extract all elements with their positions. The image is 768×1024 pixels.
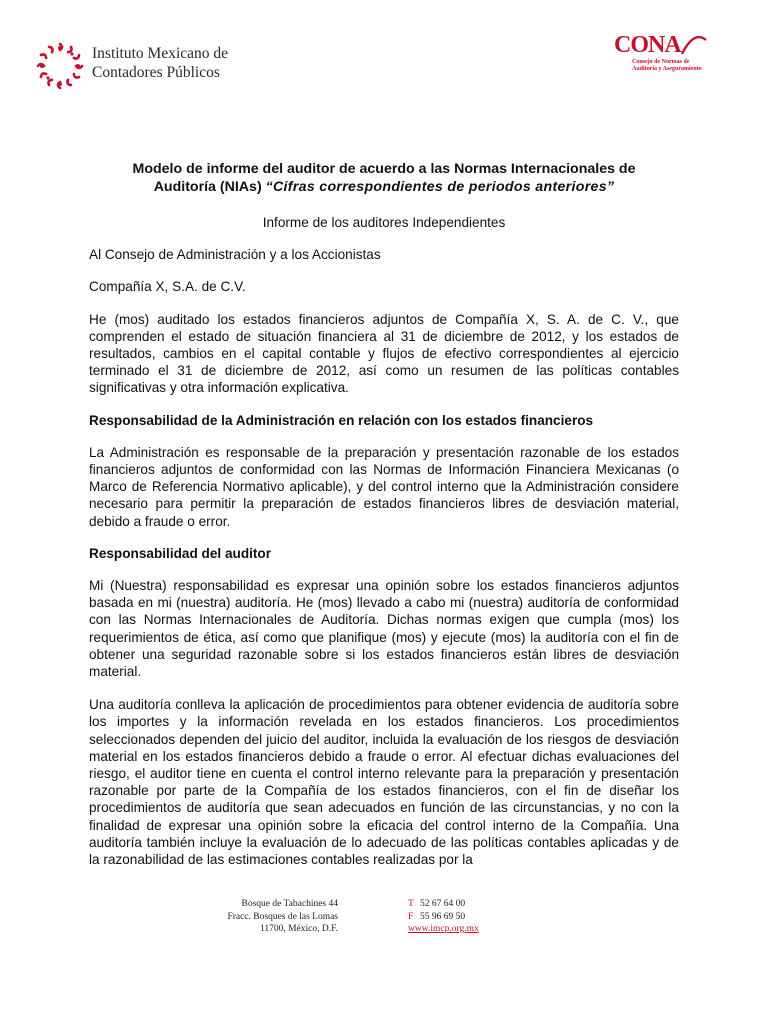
- title-line2-prefix: Auditoría (NIAs): [153, 179, 266, 195]
- address-line3: 11700, México, D.F.: [259, 924, 338, 935]
- addressee: Al Consejo de Administración y a los Accionistas: [89, 247, 381, 263]
- address-line1: Bosque de Tabachines 44: [241, 899, 338, 909]
- title-line2-italic: “Cifras correspondientes de periodos anteriores”: [265, 179, 615, 195]
- cona-swoosh-icon: [680, 34, 708, 58]
- fax-number: 55 96 69 50: [420, 911, 466, 922]
- fax-row: [408, 911, 479, 924]
- fax-label: F: [408, 911, 414, 922]
- auditor-paragraph-2: Una auditoría conlleva la aplicación de procedimientos para obtener evidencia de auditoría sobre los importes y la información revelada en los estados financieros. Los procedimientos seleccionados dependen del juicio del auditor, incluida la evaluación de los riesgos de desviación material en los estados financieros debido a fraude o error. Al efectuar dichas evaluaciones del riesgo, el auditor tiene en cuenta el control interno relevante para la preparación y presentación razonable por parte de la Compañía de los estados financieros, con el fin de diseñar los procedimientos de auditoría que sean adecuados en función de las circunstancias, y no con la finalidad de expresar una opinión sobre la eficacia del control interno de la Compañía. Una auditoría también incluye la evaluación de lo adecuado de las políticas contables aplicadas y de la razonabilidad de las estimaciones contables realizadas por la: [89, 697, 679, 868]
- title-line2: [89, 178, 679, 196]
- address-line2: Fracc. Bosques de las Lomas: [227, 911, 338, 922]
- footer-address: [200, 898, 338, 936]
- document-body: [89, 160, 679, 868]
- heading-auditor-responsibility: Responsabilidad del auditor: [89, 545, 272, 561]
- org-name: [92, 44, 228, 82]
- company-name: Compañía X, S.A. de C.V.: [89, 279, 246, 295]
- org-name-line2: Contadores Públicos: [92, 64, 220, 81]
- phone-number: 52 67 64 00: [420, 899, 466, 909]
- management-paragraph: La Administración es responsable de la preparación y presentación razonable de los estados financieros adjuntos de conformidad con las Normas de Información Financiera Mexicanas (o Marco de Referencia Normativo aplicable), y del control interno que la Administración considere necesario para permitir la preparación de estados financieros libres de desviación material, debido a fraude o error.: [89, 444, 679, 529]
- footer-contact: [408, 898, 479, 936]
- cona-tagline-line2: Auditoría y Aseguramiento: [632, 65, 702, 72]
- title-line1: Modelo de informe del auditor de acuerdo a las Normas Internacionales de: [132, 161, 636, 177]
- auditor-paragraph-1: Mi (Nuestra) responsabilidad es expresar una opinión sobre los estados financieros adjuntos basada en mi (nuestra) auditoría. He (mos) llevado a cabo mi (nuestra) auditoría de conformidad con las Normas Internacionales de Auditoría. Dichas normas exigen que cumpla (mos) los requerimientos de ética, así como que planifique (mos) y ejecute (mos) la auditoría con el fin de obtener una seguridad razonable sobre si los estados financieros están libres de desviación material.: [89, 578, 679, 680]
- heading-management-responsibility: Responsabilidad de la Administración en relación con los estados financieros: [89, 412, 594, 428]
- cona-tagline-line1: Consejo de Normas de: [632, 59, 690, 65]
- phone-label: T: [408, 899, 414, 909]
- document-title: [89, 160, 679, 196]
- phone-row: [408, 898, 479, 911]
- report-subtitle: Informe de los auditores Independientes: [262, 215, 506, 230]
- cona-logo-text: CONA: [614, 32, 681, 58]
- org-name-line1: Instituto Mexicano de: [92, 45, 229, 62]
- intro-paragraph: He (mos) auditado los estados financieros adjuntos de Compañía X, S. A. de C. V., que comprenden el estado de situación financiera al 31 de diciembre de 2012, y los estados de resultados, cambios en el capital contable y flujos de efectivo correspondientes al ejercicio terminado el 31 de diciembre de 2012, así como un resumen de las políticas contables significativas y otra información explicativa.: [89, 311, 679, 396]
- cona-tagline: [632, 59, 702, 72]
- website-link[interactable]: www.imcp.org.mx: [408, 924, 479, 935]
- imcp-logo-icon: [34, 40, 86, 92]
- cona-logo: [614, 32, 710, 76]
